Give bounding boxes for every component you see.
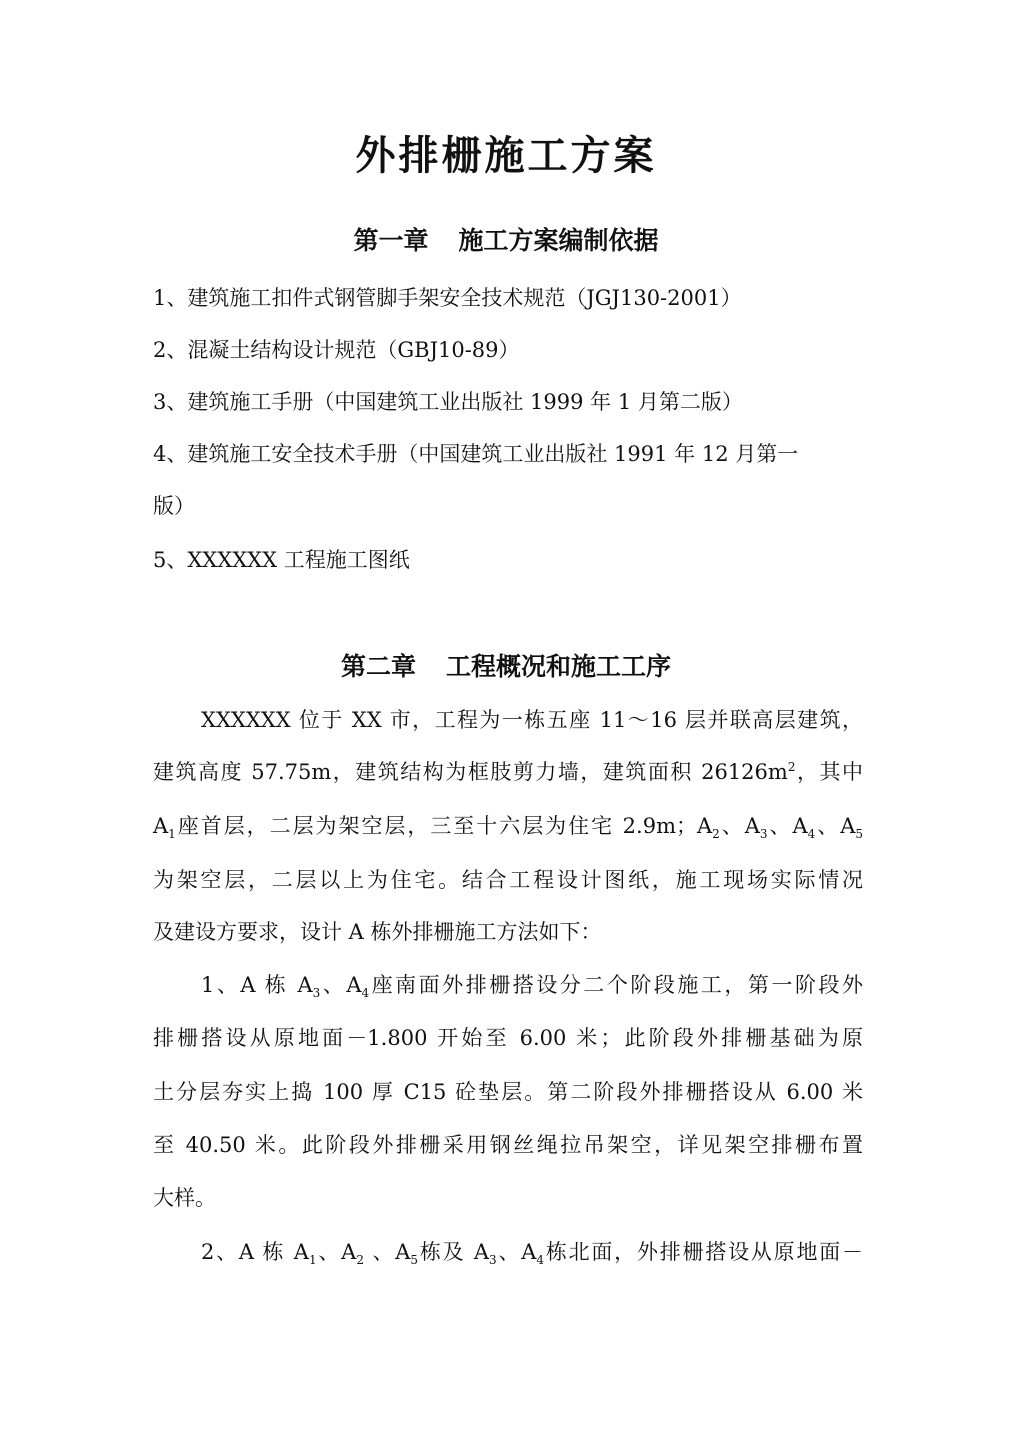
method-1-line-1-text: 座南面外排栅搭设分二个阶段施工，第一阶段外 — [369, 973, 863, 997]
block-label: 、A — [815, 814, 856, 838]
block-subscript: 1 — [168, 827, 176, 842]
method-1-line-4: 至 40.50 米。此阶段外排栅采用钢丝绳拉吊架空，详见架空排栅布置 — [153, 1133, 863, 1157]
method-1-line-3: 土分层夯实上捣 100 厚 C15 砼垫层。第二阶段外排栅搭设从 6.00 米 — [153, 1080, 863, 1104]
block-label: 、A — [363, 1240, 411, 1264]
block-label: 、A — [320, 973, 362, 997]
overview-line-2-tail: ，其中 — [795, 760, 863, 784]
block-subscript: 3 — [489, 1253, 497, 1268]
reference-item-3: 3、建筑施工手册（中国建筑工业出版社 1999 年 1 月第二版） — [153, 390, 743, 414]
method-1-lead: 1、A 栋 A — [201, 973, 313, 997]
reference-item-4: 4、建筑施工安全技术手册（中国建筑工业出版社 1991 年 12 月第一 — [153, 442, 799, 466]
block-label: 栋及 A — [418, 1240, 490, 1264]
block-subscript: 3 — [759, 827, 768, 842]
method-1-line-2: 排栅搭设从原地面－1.800 开始至 6.00 米；此阶段外排栅基础为原 — [153, 1026, 863, 1050]
chapter-2-heading — [0, 650, 1012, 684]
chapter-1-number: 第一章 — [353, 226, 429, 255]
block-subscript: 2 — [712, 827, 720, 842]
overview-line-3 — [153, 811, 863, 841]
block-subscript: 4 — [361, 986, 370, 1001]
block-subscript: 2 — [356, 1253, 364, 1268]
reference-item-1: 1、建筑施工扣件式钢管脚手架安全技术规范（JGJ130-2001） — [153, 286, 742, 310]
block-subscript: 3 — [312, 986, 321, 1001]
chapter-1-title: 施工方案编制依据 — [458, 226, 659, 255]
overview-line-3-text: 座首层，二层为架空层，三至十六层为住宅 2.9m；A — [175, 814, 713, 838]
block-label: 、A — [316, 1240, 357, 1264]
method-1-line-5: 大样。 — [153, 1186, 216, 1210]
document-title: 外排栅施工方案 — [355, 133, 657, 179]
chapter-2-number: 第二章 — [340, 652, 416, 681]
reference-item-2: 2、混凝土结构设计规范（GBJ10-89） — [153, 338, 520, 362]
overview-line-2-text: 建筑高度 57.75m，建筑结构为框肢剪力墙，建筑面积 26126m — [153, 760, 788, 784]
block-subscript: 1 — [308, 1253, 317, 1268]
block-subscript: 4 — [536, 1253, 545, 1268]
overview-line-4: 为架空层，二层以上为住宅。结合工程设计图纸，施工现场实际情况 — [153, 868, 863, 892]
block-subscript: 5 — [410, 1253, 419, 1268]
chapter-1-heading — [0, 224, 1012, 258]
area-unit-superscript: 2 — [787, 760, 796, 774]
method-2-line-1 — [201, 1237, 863, 1267]
block-label: 、A — [496, 1240, 537, 1264]
block-subscript: 5 — [855, 827, 863, 842]
chapter-2-title: 工程概况和施工工序 — [446, 652, 672, 681]
method-2-lead: 2、A 栋 A — [201, 1240, 309, 1264]
block-label: A — [153, 814, 169, 838]
method-1-line-1 — [201, 970, 863, 1000]
overview-line-5: 及建设方要求，设计 A 栋外排栅施工方法如下： — [153, 920, 602, 944]
method-2-line-1-text: 栋北面，外排栅搭设从原地面－ — [544, 1240, 864, 1264]
overview-line-2 — [153, 757, 863, 787]
block-subscript: 4 — [807, 827, 816, 842]
block-label: 、A — [719, 814, 760, 838]
overview-line-1: XXXXXX 位于 XX 市，工程为一栋五座 11～16 层并联高层建筑， — [201, 708, 863, 732]
reference-item-5: 5、XXXXXX 工程施工图纸 — [153, 548, 410, 572]
block-label: 、A — [767, 814, 808, 838]
reference-item-4-continued: 版） — [153, 494, 195, 518]
